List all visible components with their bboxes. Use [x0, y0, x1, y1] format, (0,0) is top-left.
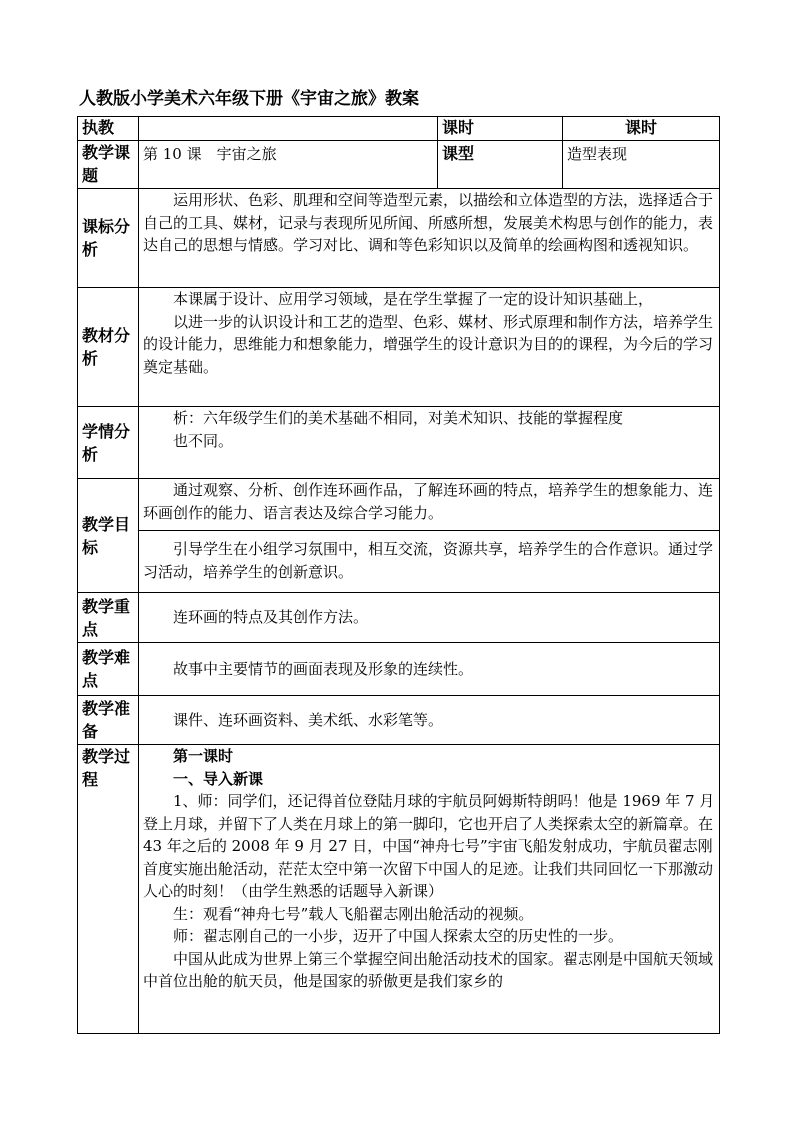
- key-points-label: 教学重点: [78, 593, 139, 643]
- standard-cell: [139, 189, 720, 288]
- process-text-2: 生：观看“神舟七号”载人飞船翟志刚出舱活动的视频。: [173, 904, 534, 923]
- preparation-cell: [139, 696, 720, 745]
- difficulties-label: 教学难点: [78, 643, 139, 696]
- document-title: 人教版小学美术六年级下册《宇宙之旅》教案: [79, 89, 419, 109]
- goals-cell: [139, 479, 720, 593]
- material-text-2: 以进一步的认识设计和工艺的造型、色彩、媒材、形式原理和制作方法，培养学生的设计能力，思维能力和想象能力，增强学生的设计意识为目的的课程，为今后的学习奠定基础。: [143, 312, 714, 376]
- process-text-4: 中国从此成为世界上第三个掌握空间出舱活动技术的国家。翟志刚是中国航天领域中首位出舱的航天员，他是国家的骄傲更是我们家乡的: [143, 949, 714, 990]
- standard-label: 课标分析: [78, 189, 139, 288]
- key-points-cell: [139, 593, 720, 643]
- preparation-label: 教学准备: [78, 696, 139, 745]
- students-text-1: 析：六年级学生们的美术基础不相同，对美术知识、技能的掌握程度: [173, 409, 624, 427]
- topic-row: [78, 141, 720, 189]
- process-row: [78, 745, 720, 1034]
- difficulties-text: 故事中主要情节的画面表现及形象的连续性。: [173, 659, 474, 678]
- author-value: [139, 117, 438, 141]
- students-label: 学情分析: [78, 407, 139, 479]
- material-text-1: 本课属于设计、应用学习领域，是在学生掌握了一定的设计知识基础上，: [173, 290, 654, 308]
- difficulties-cell: [139, 643, 720, 696]
- author-label: 执教: [78, 117, 139, 141]
- standard-row: [78, 189, 720, 288]
- process-cell: [139, 745, 720, 1034]
- lesson-plan-table: [77, 116, 720, 1034]
- students-text-2: 也不同。: [173, 431, 234, 450]
- process-text-3: 师：翟志刚自己的一小步，迈开了中国人探索太空的历史性的一步。: [173, 927, 624, 945]
- material-row: [78, 288, 720, 407]
- topic-value: 第 10 课 宇宙之旅: [139, 141, 438, 189]
- students-cell: [139, 407, 720, 479]
- goals-label: 教学目标: [78, 479, 139, 593]
- preparation-row: [78, 696, 720, 745]
- key-points-text: 连环画的特点及其创作方法。: [173, 608, 369, 627]
- material-label: 教材分析: [78, 288, 139, 407]
- process-text-1: 1、师：同学们，还记得首位登陆月球的宇航员阿姆斯特朗吗！他是 1969 年 7 月登上月球，并留下了人类在月球上的第一脚印，它也开启了人类探索太空的新篇章。在 43 年之后的 2008 年 9 月 27 日，中国“神舟七号”宇宙飞船发射成功，宇航员翟志刚首度实施出舱活动，茫茫太空中第一次留下中国人的足迹。让我们共同回忆一下那激动人心的时刻！（由学生熟悉的话题导入新课）: [143, 792, 715, 900]
- goals-text-2: 引导学生在小组学习氛围中，相互交流，资源共享，培养学生的合作意识。通过学习活动，培养学生的创新意识。: [143, 540, 714, 581]
- lesson-heading: 第一课时: [173, 747, 234, 765]
- hours-label: 课时: [438, 117, 563, 141]
- students-row: [78, 407, 720, 479]
- header-row: [78, 117, 720, 141]
- standard-text: 运用形状、色彩、肌理和空间等造型元素，以描绘和立体造型的方法，选择适合于自己的工具、媒材，记录与表现所见所闻、所感所想，发展美术构思与创作的能力，表达自己的思想与情感。学习对比、调和等色彩知识以及简单的绘画构图和透视知识。: [143, 191, 714, 254]
- preparation-text: 课件、连环画资料、美术纸、水彩笔等。: [173, 710, 444, 729]
- hours-value: 课时: [563, 117, 720, 141]
- section-heading: 一、导入新课: [173, 769, 264, 788]
- material-cell: [139, 288, 720, 407]
- type-value: 造型表现: [563, 141, 720, 189]
- type-label: 课型: [438, 141, 563, 189]
- difficulties-row: [78, 643, 720, 696]
- goals-row: [78, 479, 720, 593]
- goals-text-1: 通过观察、分析、创作连环画作品，了解连环画的特点，培养学生的想象能力、连环画创作的能力、语言表达及综合学习能力。: [143, 481, 714, 522]
- topic-label: 教学课题: [78, 141, 139, 189]
- process-label: 教学过程: [78, 745, 139, 1034]
- key-points-row: [78, 593, 720, 643]
